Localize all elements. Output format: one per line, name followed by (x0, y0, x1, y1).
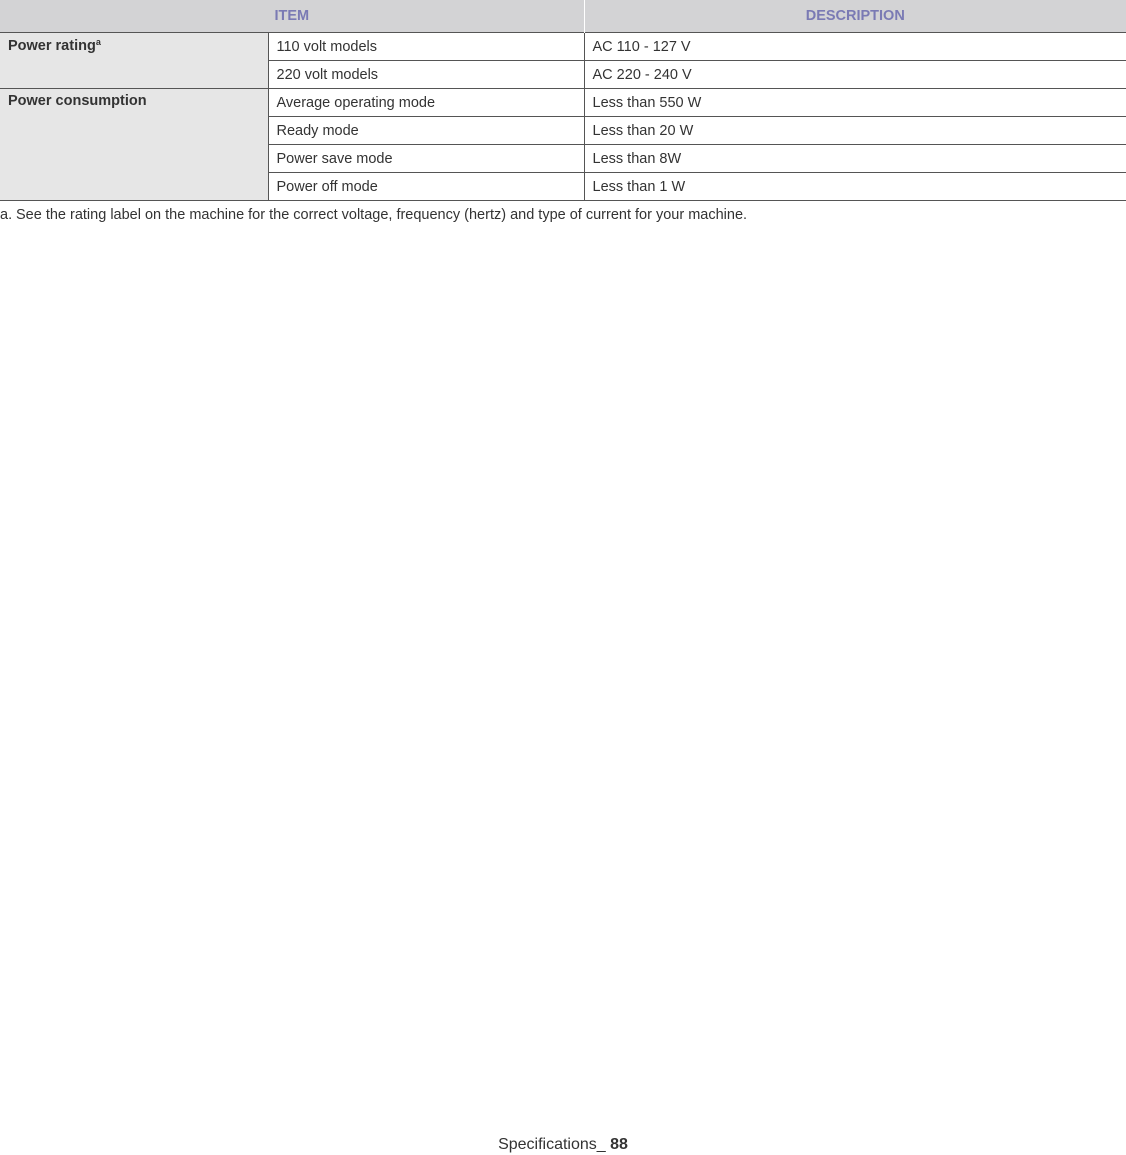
header-item: ITEM (0, 0, 584, 33)
footnote-text: See the rating label on the machine for the correct voltage, frequency (hertz) and type of current for your machine. (16, 207, 748, 223)
row-item: Ready mode (268, 117, 584, 145)
row-item: Power save mode (268, 145, 584, 173)
page-footer (0, 1136, 1126, 1154)
footnote-reference: a (95, 37, 101, 47)
row-item: 110 volt models (268, 33, 584, 61)
table-row (0, 89, 1126, 117)
row-item: 220 volt models (268, 61, 584, 89)
header-description: DESCRIPTION (584, 0, 1126, 33)
group-label-power-consumption: Power consumption (0, 89, 268, 201)
row-description: Less than 8W (584, 145, 1126, 173)
row-description: Less than 20 W (584, 117, 1126, 145)
table-header-row (0, 0, 1126, 33)
table-row (0, 33, 1126, 61)
row-description: AC 220 - 240 V (584, 61, 1126, 89)
row-item: Average operating mode (268, 89, 584, 117)
row-item: Power off mode (268, 173, 584, 201)
footnote (0, 207, 747, 223)
footnote-marker: a. (0, 207, 13, 223)
row-description: AC 110 - 127 V (584, 33, 1126, 61)
page-number: 88 (610, 1136, 628, 1153)
row-description: Less than 1 W (584, 173, 1126, 201)
group-label-power-rating (0, 33, 268, 89)
specifications-table (0, 0, 1126, 201)
group-label-text: Power rating (8, 38, 96, 54)
row-description: Less than 550 W (584, 89, 1126, 117)
footer-section-label: Specifications_ (498, 1136, 606, 1153)
